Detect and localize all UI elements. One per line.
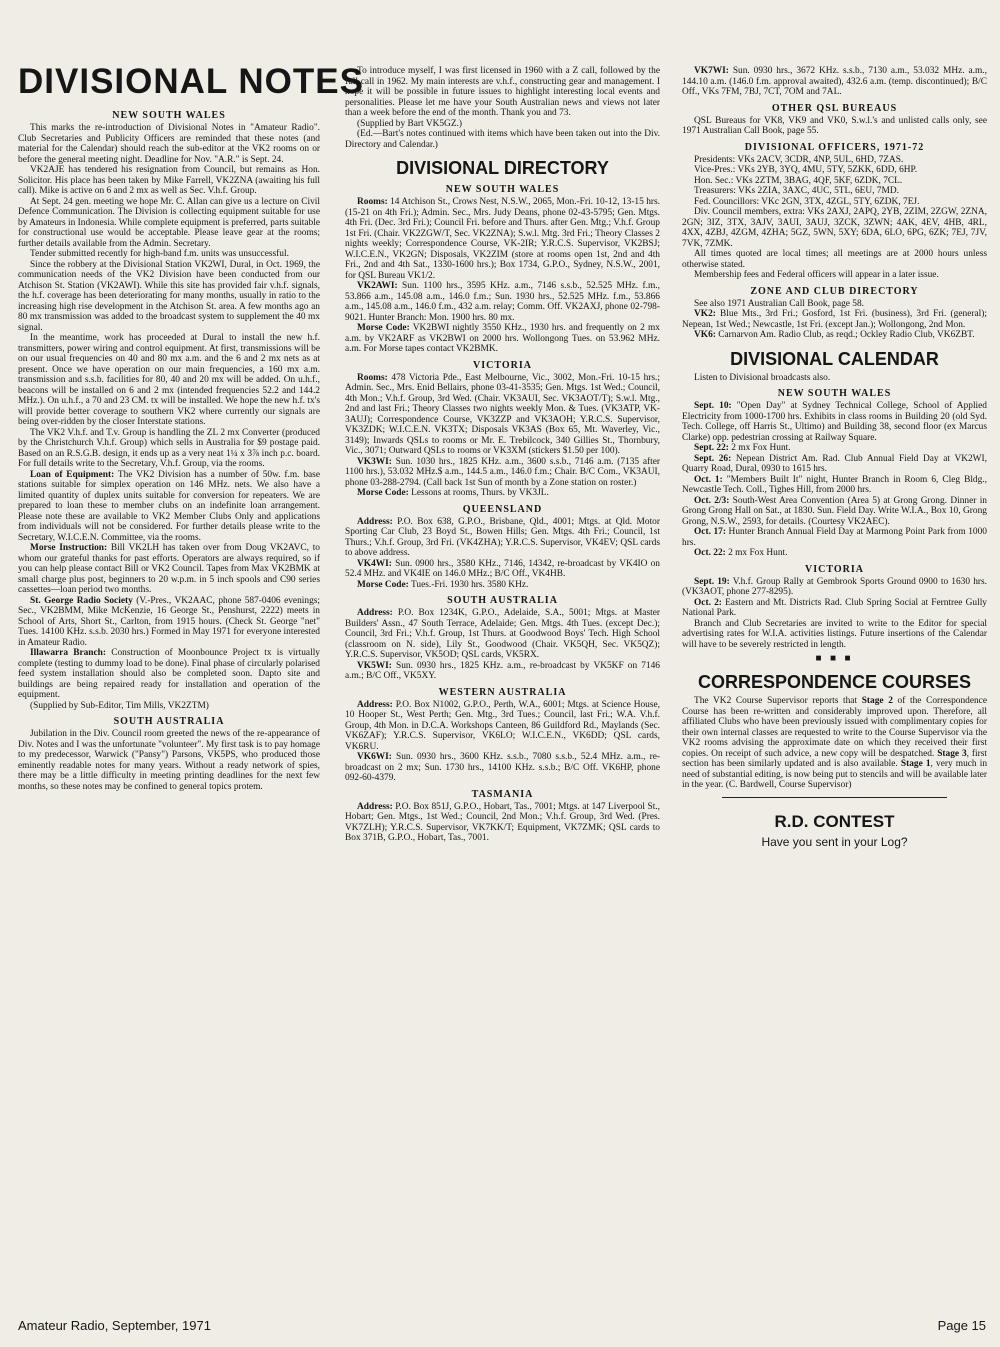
calendar-entry xyxy=(682,475,987,496)
sa-paragraph: Jubilation in the Div. Council room greeted the news of the re-appearance of Div. Notes and I was the unfortunate "volunteer". My first task is to pay homage to my predecessor, Warwick ("Pansy") Parsons, VK5PS, who produced those eminently readable notes for many years. Without a ready network of spies, there may be a little difficulty in meeting printing deadlines for the next few months, so these notes may be confined to general topics protem. xyxy=(18,729,320,792)
calendar-date: Oct. 1: xyxy=(694,474,723,485)
officer-label: Div. Council members, extra: xyxy=(694,207,805,217)
entry-label: VK5WI: xyxy=(357,660,392,671)
section-divider: ■ ■ ■ xyxy=(815,653,854,664)
entry-label: Rooms: xyxy=(357,372,388,383)
entry-label: Address: xyxy=(357,516,393,527)
calendar-title: DIVISIONAL CALENDAR xyxy=(730,348,939,369)
officer-text: VKs 2ACV, 3CDR, 4NP, 5UL, 6HD, 7ZAS. xyxy=(735,154,904,165)
paragraph: At Sept. 24 gen. meeting we hope Mr. C. Allan can give us a lecture on Civil Defence Communication. The Division is collecting equipment suitable for use by Amateurs in Indonesia. While complete equipment is preferred, parts suitable for constructional use would be acceptable. Please leave gear at the rooms; further details available from the Admin. Secretary. xyxy=(18,196,320,249)
rd-contest-box xyxy=(682,812,987,849)
dir-entry xyxy=(345,517,660,559)
entry-text: Sun. 0900 hrs., 3580 KHz., 7146, 14342, re-broadcast by VK4IO on 52.4 MHz. and VK4IE on 146.0 MHz.; B/C Off., VK4HB. xyxy=(345,558,660,579)
entry-label: Address: xyxy=(357,699,393,710)
loan-paragraph xyxy=(18,470,320,544)
paragraph: In the meantime, work has proceeded at Dural to install the new h.f. transmitters, power wiring and control equipment. At first, transmissions will be on our usual frequencies on 40 and 80 mx a.m. and the 6 and 2 mx nets as at present. Once we have operation on our main frequencies, a 160 mx a.m. transmission and s.s.b. facilities for 80, 40 and 20 mx will be added. On u.h.f., beacons will be installed on 6 and 2 mx (intended frequencies 52.2 and 144.2 MHz.). On u.h.f., a 70 and 23 CM. tx will be installed. We hope the new h.f. tx's will provide better coverage to southern VK2 where currently our signals are being over-ridden by the closer Interstate stations. xyxy=(18,333,320,427)
dir-entry xyxy=(682,66,987,98)
directory-title: DIVISIONAL DIRECTORY xyxy=(396,158,609,178)
entry-label: Morse Code: xyxy=(357,323,410,333)
membership-note: Membership fees and Federal officers will appear in a later issue. xyxy=(694,270,939,280)
dir-tas-heading: TASMANIA xyxy=(471,788,534,800)
dir-wa-heading: WESTERN AUSTRALIA xyxy=(438,686,567,698)
calendar-vic-heading: VICTORIA xyxy=(805,563,864,575)
qsl-heading: OTHER QSL BUREAUS xyxy=(771,102,898,114)
entry-text: Sun. 0930 hrs., 3672 KHz. s.s.b., 7130 a.m., 53.032 MHz. a.m., 144.10 a.m. (146.0 f.m. approval awaited), 432.6 a.m. (temp. discontinued); B/C Off., VKs 7FM, 7BJ, 7CT, 7OM and 7AL. xyxy=(682,66,987,97)
zone-entry xyxy=(682,330,987,341)
dir-entry xyxy=(345,608,660,661)
entry-label: VK2AWI: xyxy=(357,281,398,291)
officer-label: Fed. Councillors: xyxy=(694,196,760,207)
dir-entry xyxy=(345,700,660,753)
cc-text: , first section has been similarly updated and is also available. xyxy=(682,748,987,769)
entry-text: P.O. Box 638, G.P.O., Brisbane, Qld., 4001; Mtgs. at Qld. Motor Sporting Car Club, 23 Boyd St., Bowen Hills; Gen. Mtgs. 4th Fri.; Council, 1st Thurs.; V.h.f. Group, 3rd Fri. (VK4ZHA); Y.R.C.S. Supervisor, VK4EV; QSL cards to above address. xyxy=(345,516,660,558)
dir-nsw-heading: NEW SOUTH WALES xyxy=(445,184,560,195)
dir-entry xyxy=(345,661,660,682)
officer-text: VKc 2GN, 3TX, 4ZGL, 5TY, 6ZDK, 7EJ. xyxy=(759,196,920,207)
calendar-entry xyxy=(682,443,987,454)
dir-sa-heading: SOUTH AUSTRALIA xyxy=(447,595,558,606)
intro-paragraph: To introduce myself, I was first licensed in 1960 with a Z call, followed by the full call in 1962. My main interests are v.h.f., constructing gear and management. I hope it will be possible in future issues to highlight interesting local events and personalities. Please let me have your South Australian news and views not later than a week before the end of the month. Thank you and 73. xyxy=(345,66,660,118)
officer-text: VKs 2YB, 3YQ, 4MU, 5TY, 5ZKK, 6DD, 6HP. xyxy=(735,165,918,175)
entry-text: P.O. Box N1002, G.P.O., Perth, W.A., 6001; Mtgs. at Science House, 10 Hooper St., West Perth; Gen. Mtg., 3rd Tues.; Council, last Fri.; W.A. V.h.f. Group, 4th Mon. in D.C.A. Workshops Canteen, 86 Guildford Rd., Maylands (Sec. VK6ZAF); Y.R.C.S. Supervisor, VK6LO; W.I.C.E.N., VK6DD; QSL cards, VK6RU. xyxy=(345,699,660,752)
stgeorge-paragraph xyxy=(18,596,320,649)
officer-entry xyxy=(682,155,987,166)
officer-entry xyxy=(682,197,987,208)
calendar-text: South-West Area Convention (Area 5) at Grong Grong. Dinner in Grong Grong Hall on Sat., at 1830. Sun. Field Day. Write W.I.A., Box 10, Grong Grong, N.S.W., 2593, for details. (Courtesy VK2AEC). xyxy=(682,495,987,527)
calendar-text: 2 mx Fox Hunt. xyxy=(725,548,788,558)
sa-heading: SOUTH AUSTRALIA xyxy=(113,716,225,727)
entry-text: Sun. 0930 hrs., 3600 KHz. s.s.b., 7080 s.s.b., 52.4 MHz. a.m., re-broadcast on 2 mx; Sun. 1730 hrs., 14100 KHz. s.s.b.; B/C Off. VK6HP, phone 092-60-4379. xyxy=(345,752,660,783)
entry-text: Lessons at rooms, Thurs. by VK3JL. xyxy=(408,488,549,498)
calendar-date: Sept. 26: xyxy=(694,453,732,464)
paragraph: The VK2 V.h.f. and T.v. Group is handling the ZL 2 mx Converter (produced by the Christchurch V.h.f. Group) which sells in Australia for $9 postage paid. Based on an R.S.G.B. design, it ends up as a very neat 1¼ x 3⅞ inch p.c. board. For full details write to the Secretary, V.h.f. Group, via the rooms. xyxy=(18,427,320,469)
officer-entry xyxy=(682,176,987,187)
entry-label: VK7WI: xyxy=(694,66,729,76)
entry-label: VK6WI: xyxy=(357,752,392,762)
cc-text: of the Correspondence Course has been re-written and considerably improved upon. Therefore, all affiliated Clubs who have been previously issued with complimentary copies for their own internal classes are requested to write to the Course Supervisor via the VK2 rooms advising the approximate date on which they received their first copies. On receipt of such advice, a new copy will be despatched. xyxy=(682,696,988,759)
dir-entry xyxy=(345,752,660,784)
dir-entry xyxy=(345,559,660,580)
cc-stage2: Stage 2 xyxy=(861,696,893,706)
entry-text: Sun. 1100 hrs., 3595 KHz. a.m., 7146 s.s.b., 52.525 MHz. f.m., 53.866 a.m., 145.08 a.m., 146.0 f.m.; Sun. 1930 hrs., 52.525 MHz. f.m., 53.866 a.m., 145.08 a.m., 146.0 f.m., 432 a.m. relay; Comm. Off. VK2AXJ, phone 02-798-9021. Hunter Branch: Mon. 1900 hrs. 80 mx. xyxy=(345,281,660,323)
dir-entry xyxy=(345,580,660,591)
cc-text: The VK2 Course Supervisor reports that xyxy=(694,696,862,706)
officer-text: VKs 2ZTM, 3BAG, 4QF, 5KF, 6ZDK, 7CL. xyxy=(733,175,903,186)
dir-entry xyxy=(345,802,660,844)
calendar-text: 2 mx Fox Hunt. xyxy=(728,443,791,453)
cc-stage3: Stage 3 xyxy=(937,748,967,759)
rd-contest-title: R.D. CONTEST xyxy=(774,811,895,831)
footer-page-number: Page 15 xyxy=(937,1318,986,1333)
calendar-text: Hunter Branch Annual Field Day at Marmong Point Park from 1000 hrs. xyxy=(682,527,987,548)
entry-label: Address: xyxy=(357,801,393,812)
entry-label: Morse Code: xyxy=(357,579,409,590)
column-3 xyxy=(682,66,987,849)
dir-vic-heading: VICTORIA xyxy=(473,359,532,371)
entry-text: 14 Atchison St., Crows Nest, N.S.W., 2065, Mon.-Fri. 10-12, 13-15 hrs. (15-21 on 4th Fri.); Admin. Sec., Mrs. Judy Deans, phone 02-43-5795; Gen. Mtgs. 4th Fri. (Dec. 3rd Fri.); Council Fri. before and Thurs. after Gen. Mtg.; V.h.f. Group 1st Fri. (Chair. VK2ZGW/T, Sec. VK2ZNA); S.w.l. Mtg. 3rd Fri.; Theory Classes 2 nights weekly; Correspondence Course, VK-2IR; Y.R.C.S. Supervisor, VK2BSJ; W.I.C.E.N., VK2GN; Disposals, VK2ZIM (store at rooms open 1st, 2nd and 4th Fri., 2nd and 4th Sat., 1330-1600 hrs.); Box 1734, G.P.O., Sydney, N.S.W., 2001, for QSL Bureau VK1/2. xyxy=(345,197,660,281)
entry-text: 478 Victoria Pde., East Melbourne, Vic., 3002, Mon.-Fri. 10-15 hrs.; Admin. Sec., Mrs. Enid Bellairs, phone 03-41-3535; Gen. Mtgs. 1st Wed.; Council, 4th Mon.; V.h.f. Group, 3rd Wed. (Chair. VK3AUI, Sec. VK3AOT/T); S.w.l. Mtg., 2nd and last Fri.; Theory Classes two nights weekly Mon. & Tues. (VK3ATP, VK-3AUJ); Correspondence Course, VK3ZZP and VK3AOH; Y.R.C.S. Supervisor, VK3ZDK; W.I.C.E.N. VK3TX; Disposals VK3AS (Box 65, Mt. Waverley, Vic., 3149); Inwards QSLs to rooms or Mr. E. Trebilcock, 340 Gillies St., Thornbury, Vic., 3071; Outward QSLs to rooms or VK3XM (stickers $1.50 per 100). xyxy=(345,372,660,456)
dir-entry xyxy=(345,457,660,489)
calendar-entry xyxy=(682,577,987,598)
calendar-text: V.h.f. Group Rally at Gembrook Sports Ground 0900 to 1630 hrs. (VK3AOT, phone 277-8295). xyxy=(682,576,987,597)
officers-heading: DIVISIONAL OFFICERS, 1971-72 xyxy=(744,141,925,153)
entry-label: VK6: xyxy=(694,330,716,340)
calendar-date: Oct. 2/3: xyxy=(694,495,730,506)
officer-entry xyxy=(682,186,987,197)
calendar-note: Branch and Club Secretaries are invited to write to the Editor for special advertising rates for W.I.A. activities listings. Future insertions of the Calendar will have to be severely restricted in length. xyxy=(682,618,987,650)
supplied-note: (Supplied by Sub-Editor, Tim Mills, VK2ZTM) xyxy=(30,700,209,711)
entry-label: Address: xyxy=(357,608,393,618)
officer-entry xyxy=(682,165,987,176)
entry-text: Carnarvon Am. Radio Club, as reqd.; Ockley Radio Club, VK6ZBT. xyxy=(715,330,975,340)
paragraph: Tender submitted recently for high-band f.m. units was unsuccessful. xyxy=(30,249,289,259)
editor-note: (Ed.—Bart's notes continued with items which have been taken out into the Div. Directory and Calendar.) xyxy=(345,129,660,150)
entry-text: VK2BWI nightly 3550 KHz., 1930 hrs. and frequently on 2 mx a.m. by VK2ARF as VK2BWI on 2000 hrs. Wollongong Tues. on 53.962 MHz. a.m. For Morse tapes contact VK2BMK. xyxy=(345,323,660,354)
entry-text: Blue Mts., 3rd Fri.; Gosford, 1st Fri. (business), 3rd Fri. (general); Nepean, 1st Wed.; Newcastle, 1st Fri. (except Jan.); Wollongong, 2nd Mon. xyxy=(682,309,987,330)
entry-label: VK3WI: xyxy=(357,456,392,467)
officer-label: Hon. Sec.: xyxy=(694,175,734,186)
dir-entry xyxy=(345,323,660,355)
intro-supplied: (Supplied by Bart VK5GZ.) xyxy=(357,118,463,129)
entry-text: P.O. Box 851J, G.P.O., Hobart, Tas., 7001; Mtgs. at 147 Liverpool St., Hobart; Gen. Mtgs., 1st Wed.; Council, 2nd Mon.; V.h.f. Group, 3rd Wed. (Pres. VK7ZLH); Y.R.C.S. Supervisor, VK7KK/T; Equipment, VK7ZMK; QSL cards to Box 371B, G.P.O., Hobart, Tas., 7001. xyxy=(345,801,660,843)
entry-text: Tues.-Fri. 1930 hrs. 3580 KHz. xyxy=(408,579,529,590)
morse-text: Bill VK2LH has taken over from Doug VK2AVC, to whom our grateful thanks for past efforts. Operators are always required, so if you can help please contact Bill or VK2 Council. Tapes from Max VK2BMK at small charge plus post, beginners to 20 w.p.m. in 5 inch spools and C90 series cassettes—loan period two months. xyxy=(18,543,320,595)
entry-text: P.O. Box 1234K, G.P.O., Adelaide, S.A., 5001; Mtgs. at Master Builders' Assn., 47 South Terrace, Adelaide; Gen. Mtgs. 4th Tues. (except Dec.); Council, 3rd Fri.; V.h.f. Group, 1st Thurs. at Goodwood Boys' Tech. High School (classroom on N. side), Lily St., Goodwood (Chair. VK5QH, Sec. VK5QZ); Y.R.C.S. Supervisor, VK5OD; QSL cards, VK5RX. xyxy=(345,608,660,660)
correspondence-paragraph xyxy=(682,696,987,791)
stgeorge-text: (V.-Pres., VK2AAC, phone 587-0406 evenings; Sec., VK2BMM, Mike McKenzie, 16 George St., Penshurst, 2222) meets in School of Arts, Short St., Carlton, from 1915 hours. (Check St. George "net" Tues. 14100 KHz. s.s.b. 2030 hrs.) Formed in May 1971 for everyone interested in Amateur Radio. xyxy=(18,595,321,648)
zone-heading: ZONE AND CLUB DIRECTORY xyxy=(750,285,919,297)
correspondence-title: CORRESPONDENCE COURSES xyxy=(697,672,972,692)
calendar-date: Sept. 22: xyxy=(694,443,729,453)
entry-label: Rooms: xyxy=(357,197,388,207)
nsw-heading: NEW SOUTH WALES xyxy=(112,110,226,121)
calendar-entry xyxy=(682,401,987,443)
morse-paragraph xyxy=(18,543,320,596)
officer-label: Vice-Pres.: xyxy=(694,165,736,175)
dir-qld-heading: QUEENSLAND xyxy=(462,503,543,515)
loan-label: Loan of Equipment: xyxy=(30,469,115,480)
calendar-text: Eastern and Mt. Districts Rad. Club Spring Social at Ferntree Gully National Park. xyxy=(682,597,987,618)
calendar-entry xyxy=(682,496,987,528)
dir-entry xyxy=(345,197,660,281)
zone-entry xyxy=(682,309,987,330)
calendar-nsw-heading: NEW SOUTH WALES xyxy=(777,388,892,399)
calendar-text: "Members Built It" night, Hunter Branch in Room 6, Cleg Bldg., Newcastle Tech. Coll., Tighes Hill, from 2000 hrs. xyxy=(682,474,987,495)
morse-label: Morse Instruction: xyxy=(30,543,108,553)
calendar-date: Oct. 2: xyxy=(694,597,722,608)
loan-text: The VK2 Division has a number of 50w. f.m. base stations suitable for simplex operation on 146 MHz. nets. We also have a limited quantity of duplex units suitable for conversion for repeaters. We are prepared to loan these to member clubs on an indefinite loan arrangement. Please note these are available to VK2 Member Clubs Only and applications from individuals will not be considered. For further details please write to the Secretary, W.I.C.E.N. Committee, via the rooms. xyxy=(18,469,320,543)
calendar-date: Sept. 10: xyxy=(694,401,732,411)
stgeorge-label: St. George Radio Society xyxy=(30,595,133,606)
calendar-intro: Listen to Divisional broadcasts also. xyxy=(694,372,831,383)
dir-entry xyxy=(345,281,660,323)
illawarra-text: Construction of Moonbounce Project tx is virtually complete (testing to dummy load to be done). Final phase of circularly polarised feed system installation should also be completed soon. Dapto site and buildings are being repaired ready for installation and operation of the equipment. xyxy=(18,648,320,700)
column-2 xyxy=(345,66,660,844)
footer-publication: Amateur Radio, September, 1971 xyxy=(18,1318,211,1333)
cc-stage1: Stage 1 xyxy=(900,759,931,769)
rd-contest-subtitle: Have you sent in your Log? xyxy=(761,834,908,849)
illawarra-paragraph xyxy=(18,648,320,701)
entry-text: Sun. 0930 hrs., 1825 KHz. a.m., re-broadcast by VK5KF on 7146 a.m.; B/C Off., VK5XY. xyxy=(345,660,660,681)
calendar-entry xyxy=(682,454,987,475)
cc-text: , very much in need of substantial editing, is now being put to stencils and will be available later in the year. (C. Bardwell, Course Supervisor) xyxy=(682,759,988,790)
calendar-entry xyxy=(682,548,987,559)
page-footer xyxy=(18,1318,986,1333)
paragraph: VK2AJE has tendered his resignation from Council, but remains as Hon. Solicitor. His place has been taken by Mike Farrell, VK2ZNA (awaiting his full call). Mike is active on 6 and 2 mx as well as Sec. V.h.f. Group. xyxy=(18,165,320,196)
entry-label: VK2: xyxy=(694,309,716,319)
officer-entry xyxy=(682,207,987,249)
calendar-date: Oct. 17: xyxy=(694,527,726,537)
calendar-date: Oct. 22: xyxy=(694,548,726,558)
dir-entry xyxy=(345,488,660,499)
calendar-text: "Open Day" at Sydney Technical College, School of Applied Electricity from 1000-1700 hrs. Exhibits in class rooms in Building 20 (old Syd. Tech. College, off Harris St., Ultimo) and Building 38, second floor (ex Marcus Clarke) opp. pedestrian crossing at Railway Square. xyxy=(682,401,987,443)
illawarra-label: Illawarra Branch: xyxy=(30,648,107,658)
paragraph: Since the robbery at the Divisional Station VK2WI, Dural, in Oct. 1969, the communication needs of the VK2 Division have been conducted from our Atchison St. Station (VK2AWI). While this site has provided fair v.h.f. signals, the h.f. coverage has been deteriorating for many months, usually in ratio to the increasing high rise development in the Atchison St. area. A few months ago an 80 mx transmission was added to the broadcast system to supplement the 40 mx signal. xyxy=(18,259,320,333)
entry-label: Morse Code: xyxy=(357,488,409,498)
officer-text: VKs 2ZIA, 3AXC, 4UC, 5TL, 6EU, 7MD. xyxy=(735,186,899,196)
divider-rule xyxy=(722,797,947,798)
page-title: DIVISIONAL NOTES xyxy=(18,62,364,101)
calendar-date: Sept. 19: xyxy=(694,576,730,587)
entry-label: VK4WI: xyxy=(357,558,392,569)
entry-text: Sun. 1030 hrs., 1825 KHz. a.m., 3600 s.s.b., 7146 a.m. (7135 after 1100 hrs.), 53.032 MHz.$ a.m., 144.5 a.m., 146.0 f.m.; Chair. B/C Com., VK3AUI, phone 03-288-2794. (Call back 1st Sun of month by a Zone station on roster.) xyxy=(345,456,660,488)
paragraph: This marks the re-introduction of Divisional Notes in "Amateur Radio". Club Secretaries and Publicity Officers are reminded that these notes (and material for the Calendar) should reach the sub-editor at the VK2 rooms on or before the general meeting night. Deadline for Nov. "A.R." is Sept. 24. xyxy=(18,123,320,165)
calendar-entry xyxy=(682,598,987,619)
officer-label: Treasurers: xyxy=(694,186,736,196)
officer-label: Presidents: xyxy=(694,154,736,165)
times-note: All times quoted are local times; all meetings are at 2000 hours unless otherwise stated. xyxy=(682,249,987,270)
calendar-entry xyxy=(682,527,987,548)
calendar-text: Nepean District Am. Rad. Club Annual Field Day at VK2WI, Quarry Road, Dural, 0930 to 1615 hrs. xyxy=(682,453,987,474)
column-1 xyxy=(18,62,364,792)
zone-intro: See also 1971 Australian Call Book, page 58. xyxy=(694,298,865,309)
dir-entry xyxy=(345,373,660,457)
officer-text: VKs 2AXJ, 2APQ, 2YB, 2ZIM, 2ZGW, 2ZNA, 2GN; 3IZ, 3TX, 3AJV, 3AUI, 3AUJ, 3ZCK, 3ZWN; 4AK, 4EV, 4HB, 4RL, 4XX, 4ZBJ, 4ZGM, 4ZHA; 5GZ, 5WN, 5XY; 6DA, 6LO, 6PG, 6ZK; 7EJ, 7JV, 7VK, 7ZMK. xyxy=(682,207,987,249)
qsl-text: QSL Bureaus for VK8, VK9 and VK0, S.w.l.'s and unlisted calls only, see 1971 Australian Call Book, page 55. xyxy=(682,115,987,136)
